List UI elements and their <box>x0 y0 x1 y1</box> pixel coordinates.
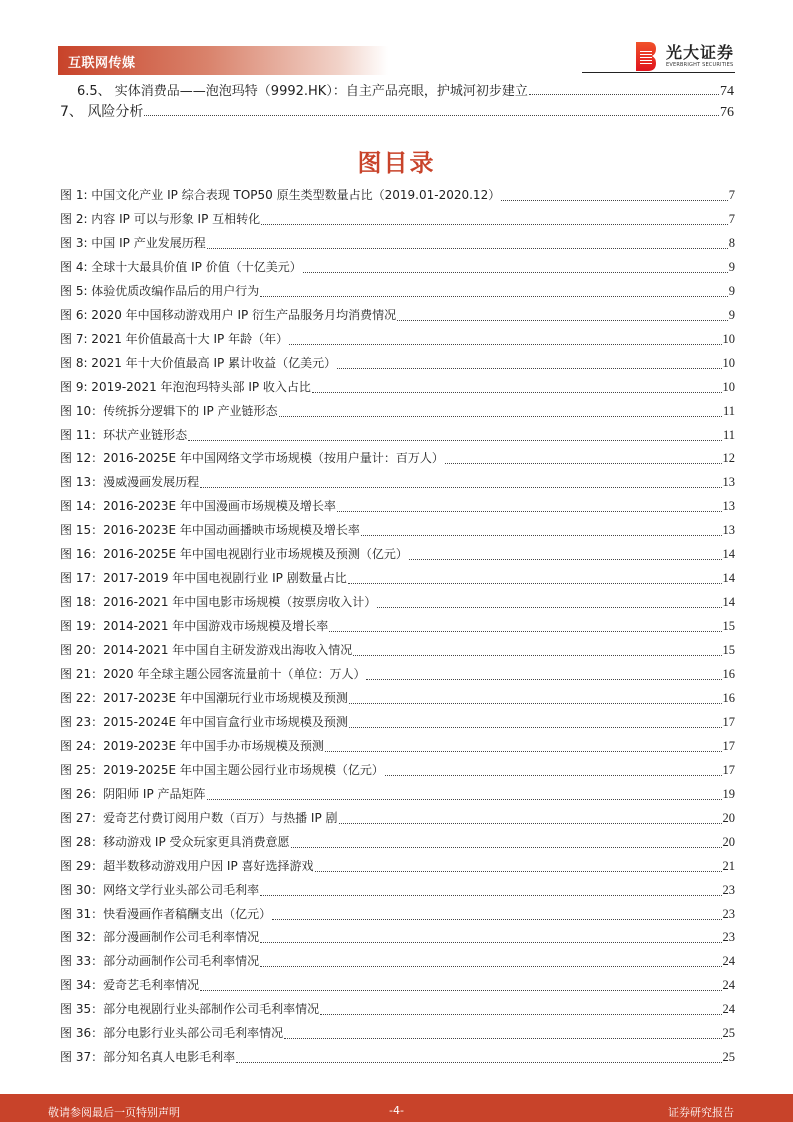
toc-figure-label: 图 5: 体验优质改编作品后的用户行为 <box>60 283 260 298</box>
dot-leader <box>349 727 722 728</box>
toc-figure-label: 图 36：部分电影行业头部公司毛利率情况 <box>60 1026 284 1041</box>
toc-figure-label: 图 3: 中国 IP 产业发展历程 <box>60 235 206 250</box>
figure-toc-title: 图目录 <box>357 149 436 177</box>
toc-figure-label: 图 8: 2021 年十大价值最高 IP 累计收益（亿美元） <box>60 355 337 370</box>
toc-figure-label: 图 15：2016-2023E 年中国动画播映市场规模及增长率 <box>60 523 360 538</box>
toc-figure-page: 25 <box>722 1026 735 1041</box>
toc-section-label: 7、 风险分析 <box>60 104 144 120</box>
toc-figure-page: 25 <box>722 1050 735 1065</box>
dot-leader <box>366 679 721 680</box>
header-divider <box>582 72 735 73</box>
toc-figure-row[interactable] <box>60 665 735 685</box>
dot-leader <box>377 607 721 608</box>
footer-report-type: 证券研究报告 <box>668 1106 734 1119</box>
toc-figure-label: 图 9: 2019-2021 年泡泡玛特头部 IP 收入占比 <box>60 379 311 394</box>
toc-figure-row[interactable] <box>60 330 735 350</box>
section-tag: 互联网传媒 <box>68 56 136 71</box>
dot-leader <box>315 871 722 872</box>
toc-figure-label: 图 17：2017-2019 年中国电视剧行业 IP 剧数量占比 <box>60 571 347 586</box>
toc-figure-row[interactable] <box>60 785 735 805</box>
toc-figure-row[interactable] <box>60 857 735 877</box>
dot-leader <box>260 296 727 297</box>
dot-leader <box>320 1014 721 1015</box>
toc-figure-label: 图 20：2014-2021 年中国自主研发游戏出海收入情况 <box>60 643 353 658</box>
dot-leader <box>260 966 721 967</box>
toc-figure-label: 图 23：2015-2024E 年中国盲盒行业市场规模及预测 <box>60 714 348 729</box>
toc-section-row[interactable] <box>60 101 734 121</box>
toc-figure-row[interactable] <box>60 617 735 637</box>
toc-figure-row[interactable] <box>60 641 735 661</box>
dot-leader <box>284 1038 721 1039</box>
toc-figure-label: 图 7: 2021 年价值最高十大 IP 年龄（年） <box>60 331 289 346</box>
dot-leader <box>385 775 722 776</box>
toc-figure-label: 图 34：爱奇艺毛利率情况 <box>60 978 200 993</box>
dot-leader <box>325 751 722 752</box>
toc-figure-row[interactable] <box>60 1048 735 1068</box>
dot-leader <box>339 823 722 824</box>
dot-leader <box>348 583 722 584</box>
page-footer <box>0 1094 793 1122</box>
toc-figure-page: 24 <box>722 1002 735 1017</box>
dot-leader <box>289 344 721 345</box>
toc-figure-page: 23 <box>722 930 735 945</box>
toc-figure-page: 23 <box>722 882 735 897</box>
toc-figure-row[interactable] <box>60 354 735 374</box>
toc-figure-row[interactable] <box>60 1000 735 1020</box>
toc-figure-row[interactable] <box>60 258 735 278</box>
dot-leader <box>329 631 721 632</box>
dot-leader <box>261 224 728 225</box>
toc-figure-page: 10 <box>722 355 735 370</box>
footer-disclaimer: 敬请参阅最后一页特别声明 <box>48 1106 180 1119</box>
toc-figure-page: 13 <box>722 523 735 538</box>
toc-figure-page: 20 <box>722 834 735 849</box>
toc-figure-row[interactable] <box>60 737 735 757</box>
toc-figure-label: 图 29：超半数移动游戏用户因 IP 喜好选择游戏 <box>60 858 314 873</box>
toc-figure-page: 10 <box>722 331 735 346</box>
toc-figure-row[interactable] <box>60 569 735 589</box>
everbright-logo <box>636 40 736 72</box>
toc-figure-label: 图 24：2019-2023E 年中国手办市场规模及预测 <box>60 738 324 753</box>
dot-leader <box>207 799 722 800</box>
toc-figure-row[interactable] <box>60 976 735 996</box>
toc-figure-label: 图 30：网络文学行业头部公司毛利率 <box>60 882 260 897</box>
toc-figure-label: 图 26：阴阳师 IP 产品矩阵 <box>60 786 206 801</box>
toc-figure-label: 图 1: 中国文化产业 IP 综合表现 TOP50 原生类型数量占比（2019.01-2020.12） <box>60 188 501 202</box>
toc-figure-page: 16 <box>722 690 735 705</box>
toc-figure-page: 17 <box>722 738 735 753</box>
toc-figure-page: 13 <box>722 499 735 514</box>
toc-figure-label: 图 12：2016-2025E 年中国网络文学市场规模（按用户量计：百万人） <box>60 451 444 466</box>
toc-figure-label: 图 27：爱奇艺付费订阅用户数（百万）与热播 IP 剧 <box>60 810 338 825</box>
toc-figure-label: 图 18：2016-2021 年中国电影市场规模（按票房收入计） <box>60 595 377 610</box>
toc-figure-row[interactable] <box>60 210 735 230</box>
dot-leader <box>529 94 719 95</box>
toc-section-row[interactable] <box>77 80 734 100</box>
toc-figure-page: 20 <box>722 810 735 825</box>
toc-section-page: 76 <box>720 105 734 120</box>
toc-figure-page: 15 <box>722 643 735 658</box>
toc-figure-page: 8 <box>728 235 735 250</box>
toc-figure-page: 14 <box>722 547 735 562</box>
toc-figure-page: 11 <box>722 427 735 442</box>
dot-leader <box>397 320 728 321</box>
toc-figure-page: 10 <box>722 379 735 394</box>
dot-leader <box>207 248 728 249</box>
toc-figure-row[interactable] <box>60 761 735 781</box>
toc-figure-page: 17 <box>722 714 735 729</box>
toc-figure-label: 图 28：移动游戏 IP 受众玩家更具消费意愿 <box>60 834 290 849</box>
toc-figure-page: 24 <box>722 978 735 993</box>
toc-figure-page: 23 <box>722 906 735 921</box>
toc-figure-page: 19 <box>722 786 735 801</box>
logo-name-en: EVERBRIGHT SECURITIES <box>666 62 734 68</box>
toc-figure-page: 12 <box>722 451 735 466</box>
dot-leader <box>144 115 719 116</box>
everbright-logo-icon <box>636 42 656 71</box>
toc-figure-label: 图 11：环状产业链形态 <box>60 427 188 442</box>
toc-figure-row[interactable] <box>60 952 735 972</box>
toc-figure-row[interactable] <box>60 186 735 206</box>
toc-section-label: 6.5、 实体消费品——泡泡玛特（9992.HK）：自主产品亮眼，护城河初步建立 <box>77 84 528 99</box>
toc-figure-label: 图 35：部分电视剧行业头部制作公司毛利率情况 <box>60 1002 320 1017</box>
dot-leader <box>409 559 722 560</box>
dot-leader <box>353 655 721 656</box>
dot-leader <box>291 847 722 848</box>
dot-leader <box>272 919 721 920</box>
toc-figure-label: 图 21：2020 年全球主题公园客流量前十（单位：万人） <box>60 667 366 681</box>
dot-leader <box>200 487 721 488</box>
toc-figure-row[interactable] <box>60 378 735 398</box>
toc-figure-label: 图 16：2016-2025E 年中国电视剧行业市场规模及预测（亿元） <box>60 547 408 562</box>
toc-figure-row[interactable] <box>60 426 735 446</box>
logo-name-cn: 光大证券 <box>666 43 735 62</box>
toc-figure-page: 7 <box>728 211 735 226</box>
dot-leader <box>303 272 728 273</box>
toc-figure-label: 图 2: 内容 IP 可以与形象 IP 互相转化 <box>60 211 261 226</box>
toc-figure-row[interactable] <box>60 593 735 613</box>
toc-figure-row[interactable] <box>60 306 735 326</box>
toc-figure-page: 9 <box>728 307 735 322</box>
dot-leader <box>349 703 722 704</box>
toc-figure-page: 21 <box>722 858 735 873</box>
toc-figure-label: 图 37：部分知名真人电影毛利率 <box>60 1050 236 1065</box>
footer-page-number: -4- <box>389 1104 404 1117</box>
dot-leader <box>279 416 722 417</box>
toc-figure-row[interactable] <box>60 545 735 565</box>
toc-figure-row[interactable] <box>60 1024 735 1044</box>
toc-figure-page: 15 <box>722 619 735 634</box>
dot-leader <box>236 1062 721 1063</box>
toc-figure-row[interactable] <box>60 234 735 254</box>
toc-section-page: 74 <box>720 84 734 99</box>
toc-figure-row[interactable] <box>60 713 735 733</box>
toc-figure-label: 图 4: 全球十大最具价值 IP 价值（十亿美元） <box>60 259 302 274</box>
toc-figure-label: 图 14：2016-2023E 年中国漫画市场规模及增长率 <box>60 499 336 514</box>
toc-figure-label: 图 6: 2020 年中国移动游戏用户 IP 衍生产品服务月均消费情况 <box>60 307 397 322</box>
toc-figure-row[interactable] <box>60 497 735 517</box>
toc-figure-page: 9 <box>728 283 735 298</box>
dot-leader <box>260 895 721 896</box>
toc-figure-row[interactable] <box>60 928 735 948</box>
toc-figure-page: 13 <box>722 475 735 490</box>
dot-leader <box>188 440 722 441</box>
dot-leader <box>337 511 722 512</box>
toc-figure-row[interactable] <box>60 689 735 709</box>
toc-figure-row[interactable] <box>60 809 735 829</box>
toc-figure-row[interactable] <box>60 521 735 541</box>
toc-figure-label: 图 31：快看漫画作者稿酬支出（亿元） <box>60 906 272 921</box>
toc-figure-row[interactable] <box>60 282 735 302</box>
toc-figure-page: 9 <box>728 259 735 274</box>
toc-figure-label: 图 19：2014-2021 年中国游戏市场规模及增长率 <box>60 619 329 634</box>
toc-figure-page: 24 <box>722 954 735 969</box>
toc-figure-page: 14 <box>722 571 735 586</box>
toc-figure-row[interactable] <box>60 402 735 422</box>
toc-figure-label: 图 32：部分漫画制作公司毛利率情况 <box>60 930 260 945</box>
dot-leader <box>200 990 721 991</box>
dot-leader <box>260 942 721 943</box>
toc-figure-row[interactable] <box>60 449 735 469</box>
toc-figure-row[interactable] <box>60 473 735 493</box>
dot-leader <box>312 392 722 393</box>
toc-figure-label: 图 22：2017-2023E 年中国潮玩行业市场规模及预测 <box>60 690 348 705</box>
header-section-banner <box>58 46 388 75</box>
toc-figure-row[interactable] <box>60 881 735 901</box>
dot-leader <box>337 368 721 369</box>
toc-figure-page: 7 <box>728 188 735 202</box>
toc-figure-page: 11 <box>722 403 735 418</box>
toc-figure-label: 图 33：部分动画制作公司毛利率情况 <box>60 954 260 969</box>
toc-figure-label: 图 10：传统拆分逻辑下的 IP 产业链形态 <box>60 403 278 418</box>
dot-leader <box>361 535 722 536</box>
toc-figure-page: 16 <box>722 667 735 681</box>
dot-leader <box>501 200 728 201</box>
toc-figure-row[interactable] <box>60 905 735 925</box>
toc-figure-page: 14 <box>722 595 735 610</box>
toc-figure-label: 图 13：漫威漫画发展历程 <box>60 475 200 490</box>
toc-figure-row[interactable] <box>60 833 735 853</box>
dot-leader <box>445 463 722 464</box>
toc-figure-label: 图 25：2019-2025E 年中国主题公园行业市场规模（亿元） <box>60 762 384 777</box>
toc-figure-page: 17 <box>722 762 735 777</box>
